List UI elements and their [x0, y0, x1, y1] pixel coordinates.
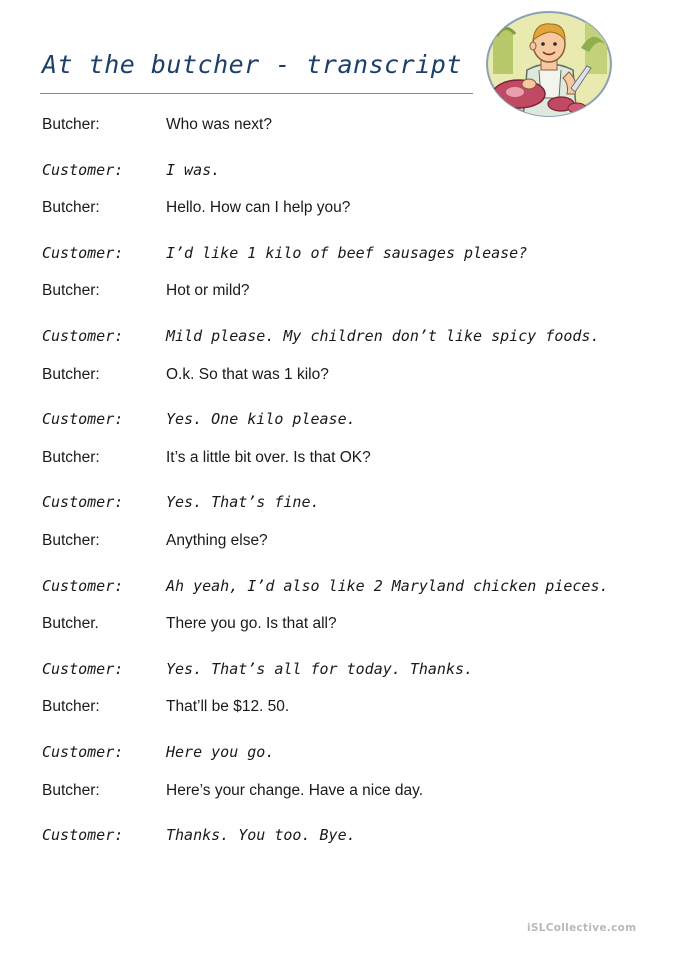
- speech-text: Who was next?: [166, 116, 272, 133]
- speech-text: I was.: [166, 160, 221, 179]
- speaker-label: Butcher:: [42, 532, 100, 549]
- butcher-line: [0, 282, 686, 310]
- speaker-label: Butcher:: [42, 448, 100, 466]
- speech-text: Yes. One kilo please.: [166, 410, 356, 429]
- butcher-line: [0, 366, 686, 394]
- speech-text: Yes. That’s all for today. Thanks.: [166, 659, 474, 678]
- butcher-line: [0, 782, 686, 810]
- page-title: At the butcher - transcript: [42, 50, 462, 79]
- speaker-label: Butcher.: [42, 615, 99, 633]
- butcher-line: [0, 199, 686, 227]
- speech-text: Ah yeah, I’d also like 2 Maryland chicken pieces.: [166, 576, 609, 595]
- speech-text: It’s a little bit over. Is that OK?: [166, 448, 371, 466]
- speech-text: Hot or mild?: [166, 282, 250, 300]
- speech-text: I’d like 1 kilo of beef sausages please?: [166, 243, 528, 262]
- speaker-label: Customer:: [42, 327, 124, 345]
- watermark: iSLCollective.com: [527, 922, 637, 934]
- speech-text: There you go. Is that all?: [166, 615, 337, 633]
- customer-line: [0, 660, 686, 688]
- customer-line: [0, 577, 686, 605]
- speaker-label: Butcher:: [42, 365, 100, 383]
- butcher-line: [0, 532, 686, 560]
- speaker-label: Customer:: [42, 493, 124, 512]
- butcher-line: [0, 449, 686, 477]
- customer-line: [0, 743, 686, 771]
- customer-line: [0, 826, 686, 854]
- speaker-label: Customer:: [42, 826, 124, 845]
- speech-text: O.k. So that was 1 kilo?: [166, 365, 329, 383]
- speaker-label: Customer:: [42, 160, 124, 179]
- speaker-label: Customer:: [42, 410, 124, 429]
- speech-text: Thanks. You too. Bye.: [166, 826, 356, 845]
- butcher-line: [0, 698, 686, 726]
- speaker-label: Customer:: [42, 659, 124, 678]
- speech-text: Here you go.: [166, 743, 275, 761]
- speaker-label: Butcher:: [42, 282, 100, 300]
- speaker-label: Customer:: [42, 743, 124, 761]
- customer-line: [0, 493, 686, 521]
- speaker-label: Customer:: [42, 576, 124, 595]
- butcher-line: [0, 116, 686, 144]
- customer-line: [0, 161, 686, 189]
- speech-text: Mild please. My children don’t like spicy foods.: [166, 327, 600, 345]
- customer-line: [0, 327, 686, 355]
- speaker-label: Butcher:: [42, 781, 100, 799]
- speaker-label: Customer:: [42, 243, 124, 262]
- customer-line: [0, 410, 686, 438]
- speech-text: Here’s your change. Have a nice day.: [166, 781, 424, 799]
- speech-text: Yes. That’s fine.: [166, 493, 320, 512]
- butcher-line: [0, 615, 686, 643]
- speech-text: Hello. How can I help you?: [166, 199, 351, 217]
- speaker-label: Butcher:: [42, 698, 100, 716]
- speech-text: Anything else?: [166, 532, 268, 549]
- speech-text: That’ll be $12. 50.: [166, 698, 290, 716]
- speaker-label: Butcher:: [42, 116, 100, 133]
- speaker-label: Butcher:: [42, 199, 100, 217]
- customer-line: [0, 244, 686, 272]
